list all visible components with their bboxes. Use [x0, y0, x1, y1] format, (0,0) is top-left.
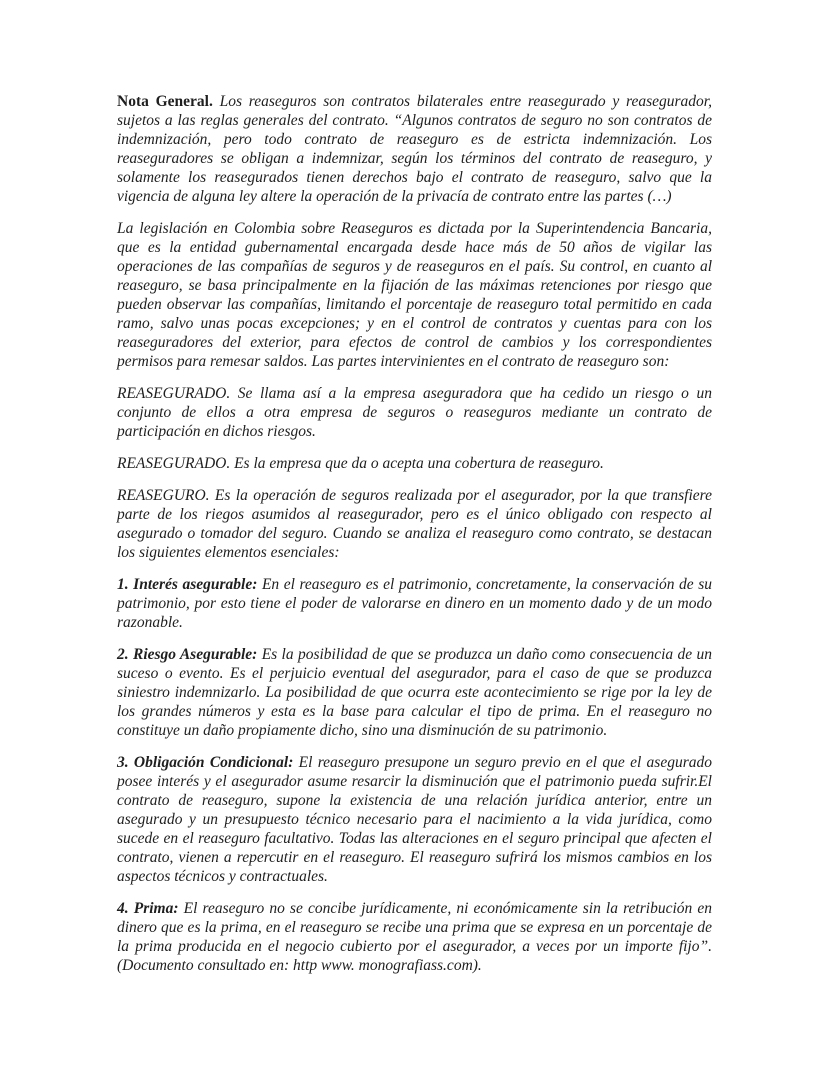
paragraph-body: REASEGURADO. Es la empresa que da o acepta una cobertura de reaseguro.: [117, 455, 604, 472]
paragraph-lead: 1. Interés asegurable:: [117, 576, 258, 593]
paragraph-obligacion-condicional: [117, 753, 712, 886]
paragraph-lead: 4. Prima:: [117, 900, 179, 917]
document-content: [117, 92, 712, 988]
paragraph-body: Es la posibilidad de que se produzca un daño como consecuencia de un suceso o evento. Es el perjuicio eventual del asegurador, para el caso de que se produzca siniestro indemnizarlo. La posibilidad de que ocurra este acontecimiento se rige por la ley de los grandes números y esta es la base para calcular el tipo de prima. En el reaseguro no constituye un daño propiamente dicho, sino una disminución de su patrimonio.: [117, 646, 713, 739]
paragraph-body: En el reaseguro es el patrimonio, concretamente, la conservación de su patrimonio, por esto tiene el poder de valorarse en dinero en un momento dado y de un modo razonable.: [117, 576, 712, 631]
paragraph-body: REASEGURADO. Se llama así a la empresa aseguradora que ha cedido un riesgo o un conjunto de ellos a otra empresa de seguros o reaseguros mediante un contrato de participación en dichos riesgos.: [117, 385, 712, 440]
paragraph-reasegurado-definicion-2: [117, 454, 712, 473]
paragraph-body: La legislación en Colombia sobre Reaseguros es dictada por la Superintendencia Bancaria, que es la entidad gubernamental encargada desde hace más de 50 años de vigilar las operaciones de las compañías de seguros y de reaseguros en el país. Su control, en cuanto al reaseguro, se basa principalmente en la fijación de las máximas retenciones por riesgo que pueden observar las compañías, limitando el porcentaje de reaseguro total permitido en cada ramo, salvo unas pocas excepciones; y en el control de contratos y cuentas para con los reaseguradores del exterior, para efectos de control de cambios y los correspondientes permisos para remesar saldos. Las partes intervinientes en el contrato de reaseguro son:: [117, 220, 712, 370]
paragraph-reaseguro-definicion: [117, 486, 712, 562]
paragraph-lead: Nota General.: [117, 93, 213, 110]
paragraph-riesgo-asegurable: [117, 645, 712, 740]
paragraph-lead: 3. Obligación Condicional:: [117, 754, 294, 771]
paragraph-interes-asegurable: [117, 575, 712, 632]
paragraph-prima: [117, 899, 712, 975]
paragraph-body: Los reaseguros son contratos bilaterales entre reasegurado y reasegurador, sujetos a las reglas generales del contrato. “Algunos contratos de seguro no son contratos de indemnización, pero todo contrato de reaseguro es de estricta indemnización. Los reaseguradores se obligan a indemnizar, según los términos del contrato de reaseguro, y solamente los reasegurados tienen derechos bajo el contrato de reaseguro, salvo que la vigencia de alguna ley altere la operación de la privacía de contrato entre las partes (…): [117, 93, 712, 205]
paragraph-body: El reaseguro no se concibe jurídicamente, ni económicamente sin la retribución en dinero que es la prima, en el reaseguro se recibe una prima que se expresa en un porcentaje de la prima producida en el negocio cubierto por el asegurador, a veces por un importe fijo”. (Documento consultado en: http www. monografiass.com).: [117, 900, 712, 974]
paragraph-reasegurado-definicion: [117, 384, 712, 441]
paragraph-nota-general: [117, 92, 712, 206]
paragraph-body: REASEGURO. Es la operación de seguros realizada por el asegurador, por la que transfiere parte de los riegos asumidos al reasegurador, pero es el único obligado con respecto al asegurado o tomador del seguro. Cuando se analiza el reaseguro como contrato, se destacan los siguientes elementos esenciales:: [117, 487, 712, 561]
paragraph-lead: 2. Riesgo Asegurable:: [117, 646, 258, 663]
paragraph-legislacion-colombia: [117, 219, 712, 371]
paragraph-body: El reaseguro presupone un seguro previo en el que el asegurado posee interés y el asegurador asume resarcir la disminución que el patrimonio pueda sufrir.El contrato de reaseguro, supone la existencia de una relación jurídica anterior, entre un asegurado y un presupuesto técnico necesario para el nacimiento a la vida jurídica, como sucede en el reaseguro facultativo. Todas las alteraciones en el seguro principal que afecten el contrato, vienen a repercutir en el reaseguro. El reaseguro sufrirá los mismos cambios en los aspectos técnicos y contractuales.: [117, 754, 712, 885]
